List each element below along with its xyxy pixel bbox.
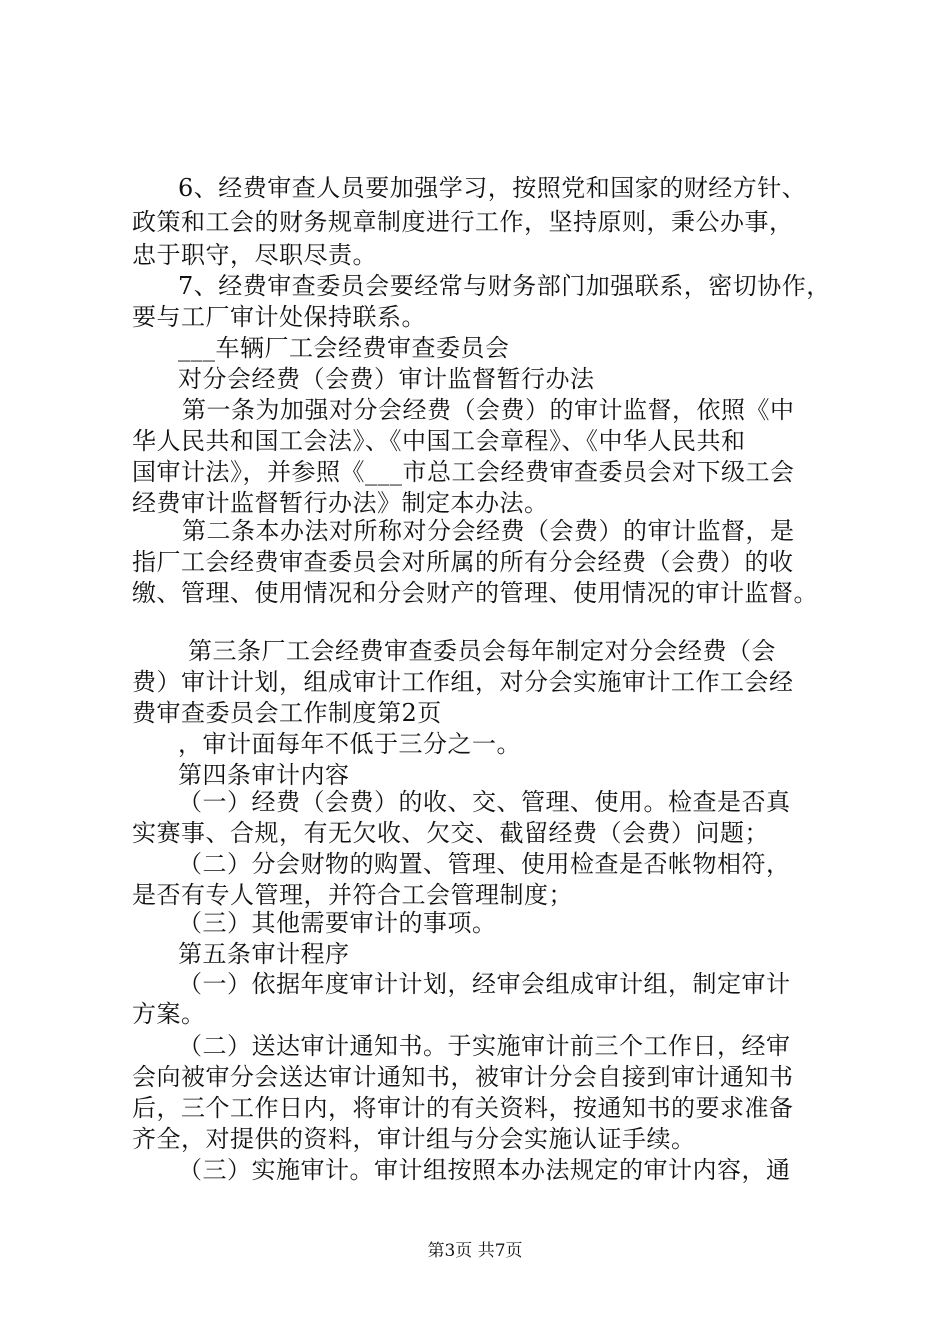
text-line: 后，三个工作日内，将审计的有关资料，按通知书的要求准备 [132, 1094, 794, 1122]
text-line: （二）送达审计通知书。于实施审计前三个工作日，经审 [178, 1032, 791, 1060]
text-line: 国审计法》，并参照《___市总工会经费审查委员会对下级工会 [132, 458, 795, 486]
text-line: 会向被审分会送达审计通知书，被审计分会自接到审计通知书 [132, 1063, 794, 1091]
text-line: 第二条本办法对所称对分会经费（会费）的审计监督，是 [182, 517, 795, 545]
text-line: （一）经费（会费）的收、交、管理、使用。检查是否真 [178, 788, 791, 816]
text-line: ___车辆厂工会经费审查委员会 [178, 334, 510, 362]
text-line: （三）实施审计。审计组按照本办法规定的审计内容，通 [178, 1156, 791, 1184]
text-line: 6、经费审查人员要加强学习，按照党和国家的财经方针、 [178, 174, 807, 202]
text-line: 要与工厂审计处保持联系。 [132, 303, 426, 331]
text-line: 齐全，对提供的资料，审计组与分会实施认证手续。 [132, 1125, 696, 1153]
text-line: 实赛事、合规，有无欠收、欠交、截留经费（会费）问题； [132, 819, 769, 847]
text-line: 第三条厂工会经费审查委员会每年制定对分会经费（会 [188, 637, 776, 665]
text-line: 忠于职守，尽职尽责。 [132, 241, 377, 269]
text-line: 是否有专人管理，并符合工会管理制度； [132, 881, 573, 909]
text-line: 费）审计计划，组成审计工作组，对分会实施审计工作工会经 [132, 668, 794, 696]
text-line: 经费审计监督暂行办法》制定本办法。 [132, 489, 549, 517]
text-line: 第五条审计程序 [178, 940, 350, 968]
text-line: 指厂工会经费审查委员会对所属的所有分会经费（会费）的收 [132, 548, 794, 576]
text-line: 政策和工会的财务规章制度进行工作，坚持原则，秉公办事， [132, 208, 794, 236]
text-line: 缴、管理、使用情况和分会财产的管理、使用情况的审计监督。 [132, 579, 818, 607]
text-line: 费审查委员会工作制度第2页 [132, 699, 442, 727]
page-footer: 第3页 共7页 [427, 1241, 523, 1261]
text-line: （一）依据年度审计计划，经审会组成审计组，制定审计 [178, 970, 791, 998]
text-line: 方案。 [132, 1000, 206, 1028]
text-line: ，审计面每年不低于三分之一。 [178, 730, 521, 758]
text-line: （二）分会财物的购置、管理、使用检查是否帐物相符， [178, 850, 791, 878]
text-line: 第一条为加强对分会经费（会费）的审计监督，依照《中 [182, 396, 795, 424]
text-line: 7、经费审查委员会要经常与财务部门加强联系，密切协作， [178, 272, 831, 300]
text-line: 第四条审计内容 [178, 761, 350, 789]
text-line: 对分会经费（会费）审计监督暂行办法 [178, 365, 595, 393]
text-line: （三）其他需要审计的事项。 [178, 909, 497, 937]
text-line: 华人民共和国工会法》、《中国工会章程》、《中华人民共和 [132, 427, 746, 455]
